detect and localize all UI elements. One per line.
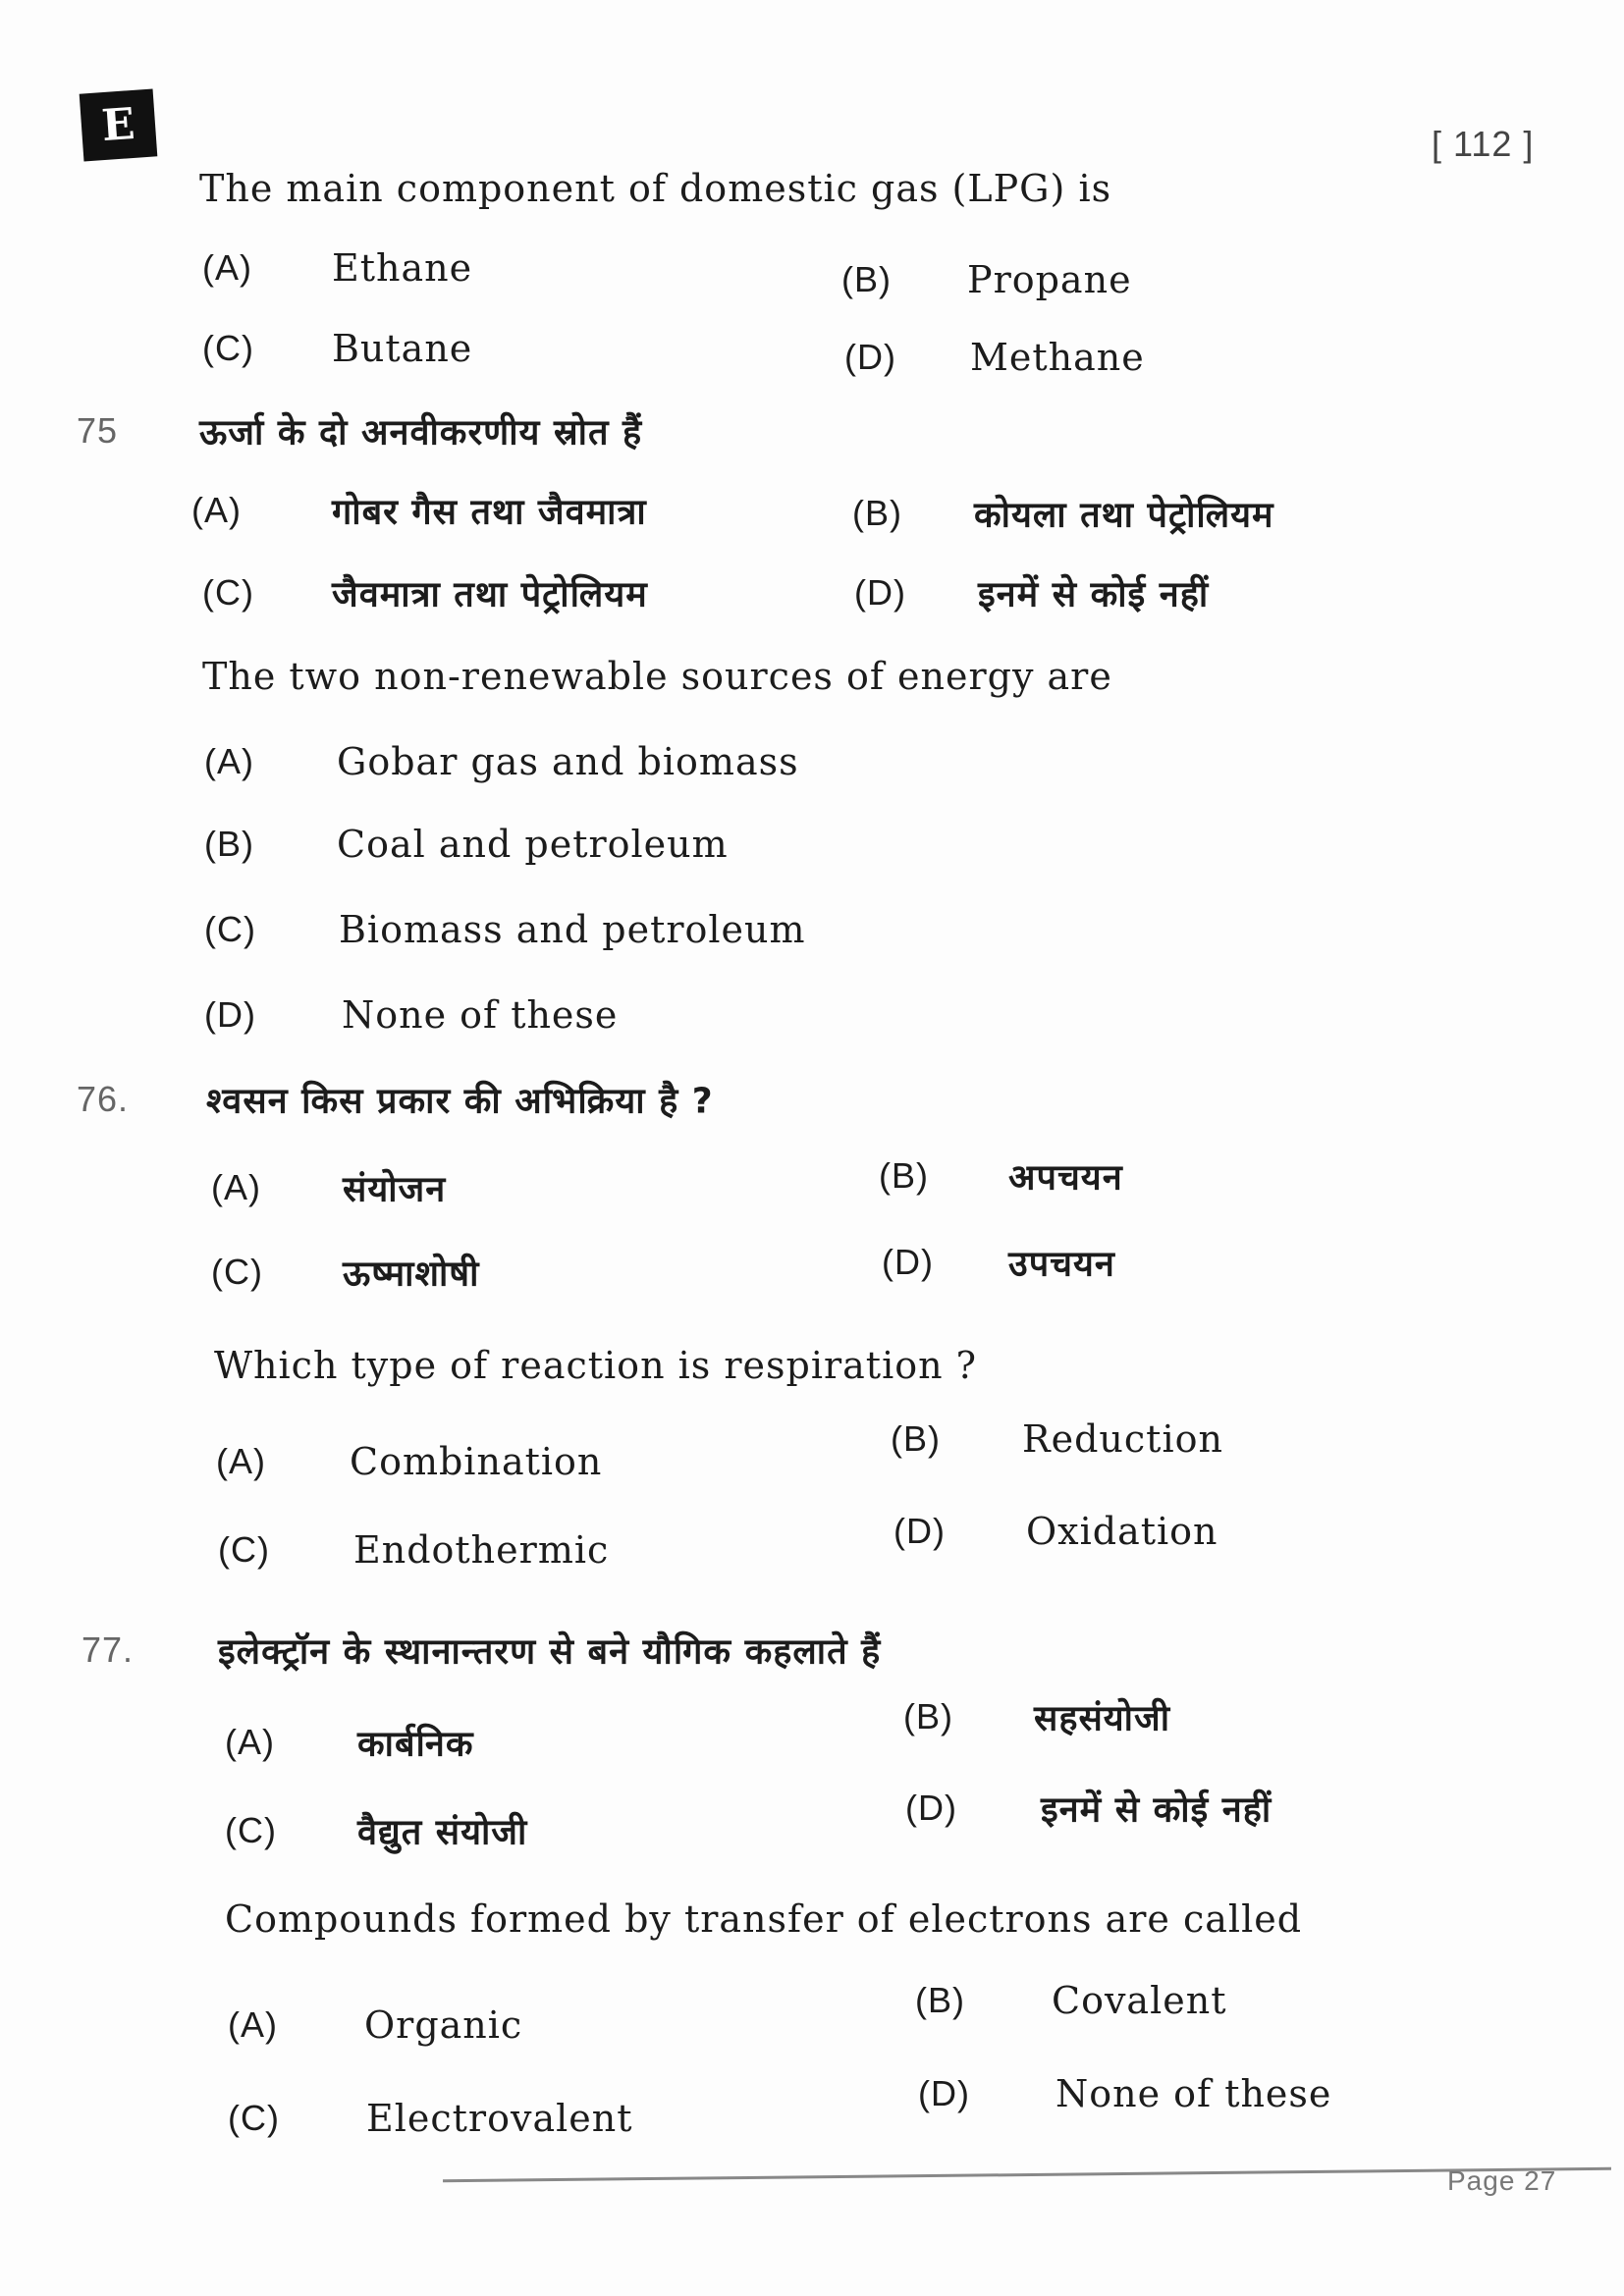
option-text: Coal and petroleum	[337, 823, 729, 866]
question-number: 75	[77, 410, 119, 451]
option-text: Oxidation	[1026, 1510, 1218, 1553]
option-text: Electrovalent	[366, 2097, 633, 2140]
option-text: Organic	[364, 2003, 523, 2047]
option-text: Methane	[970, 336, 1145, 379]
option-label: (D)	[882, 1242, 934, 1282]
option-text: कोयला तथा पेट्रोलियम	[974, 495, 1274, 536]
option-text: वैद्युत संयोजी	[357, 1812, 528, 1853]
option-label: (B)	[915, 1980, 965, 2020]
page-number: Page 27	[1447, 2165, 1557, 2196]
question-text: ऊर्जा के दो अनवीकरणीय स्रोत हैं	[199, 412, 643, 454]
question-text: इलेक्ट्रॉन के स्थानान्तरण से बने यौगिक कहलाते हैं	[218, 1631, 882, 1673]
option-label: (B)	[204, 824, 254, 864]
option-text: संयोजन	[343, 1169, 447, 1210]
option-text: इनमें से कोई नहीं	[978, 574, 1210, 615]
question-number: 77.	[81, 1629, 135, 1670]
option-text: Endothermic	[353, 1528, 610, 1572]
option-text: Butane	[332, 327, 473, 370]
option-text: सहसंयोजी	[1034, 1698, 1171, 1739]
option-label: (D)	[204, 994, 256, 1035]
option-label: (A)	[211, 1167, 261, 1207]
question-text: Which type of reaction is respiration ?	[214, 1344, 978, 1387]
option-text: Combination	[350, 1440, 603, 1483]
option-text: ऊष्माशोषी	[343, 1254, 480, 1295]
paper-code: [ 112 ]	[1432, 124, 1535, 164]
option-text: Reduction	[1022, 1417, 1223, 1461]
option-label: (D)	[893, 1511, 946, 1551]
option-text: उपचयन	[1008, 1244, 1115, 1285]
option-text: Propane	[967, 258, 1132, 301]
option-label: (B)	[891, 1418, 941, 1459]
option-label: (B)	[879, 1155, 929, 1196]
set-code: E	[99, 98, 137, 152]
option-text: जैवमात्रा तथा पेट्रोलियम	[332, 574, 648, 615]
option-label: (A)	[202, 247, 252, 288]
option-label: (C)	[204, 909, 256, 949]
option-text: None of these	[1056, 2072, 1332, 2115]
option-text: गोबर गैस तथा जैवमात्रा	[332, 492, 647, 533]
option-label: (D)	[854, 572, 906, 613]
question-number: 76.	[77, 1079, 130, 1119]
option-text: कार्बनिक	[357, 1724, 474, 1765]
option-text: इनमें से कोई नहीं	[1041, 1789, 1272, 1831]
question-text: Compounds formed by transfer of electrons are called	[225, 1897, 1303, 1941]
question-text: The two non-renewable sources of energy are	[202, 655, 1112, 698]
option-text: Biomass and petroleum	[339, 908, 806, 951]
option-text: अपचयन	[1008, 1157, 1123, 1199]
option-label: (B)	[852, 493, 902, 533]
option-text: Gobar gas and biomass	[337, 740, 799, 783]
option-label: (C)	[225, 1810, 277, 1850]
option-label: (D)	[844, 337, 896, 377]
question-text: श्वसन किस प्रकार की अभिक्रिया है ?	[206, 1081, 714, 1122]
option-label: (A)	[228, 2004, 278, 2045]
option-text: Ethane	[332, 246, 473, 290]
option-label: (A)	[204, 741, 254, 781]
option-label: (C)	[202, 572, 254, 613]
question-text: The main component of domestic gas (LPG) is	[199, 167, 1112, 210]
option-label: (C)	[228, 2098, 280, 2138]
option-label: (C)	[202, 328, 254, 368]
option-label: (C)	[211, 1252, 263, 1292]
option-label: (B)	[903, 1696, 953, 1736]
footer-divider	[443, 2167, 1611, 2182]
set-code-badge	[80, 88, 158, 161]
option-label: (B)	[841, 259, 892, 299]
option-label: (C)	[218, 1529, 270, 1570]
option-label: (D)	[918, 2073, 970, 2113]
option-label: (D)	[905, 1788, 957, 1828]
option-text: Covalent	[1052, 1979, 1227, 2022]
option-label: (A)	[191, 490, 242, 530]
option-label: (A)	[216, 1441, 266, 1481]
option-label: (A)	[225, 1722, 275, 1762]
option-text: None of these	[342, 993, 619, 1037]
